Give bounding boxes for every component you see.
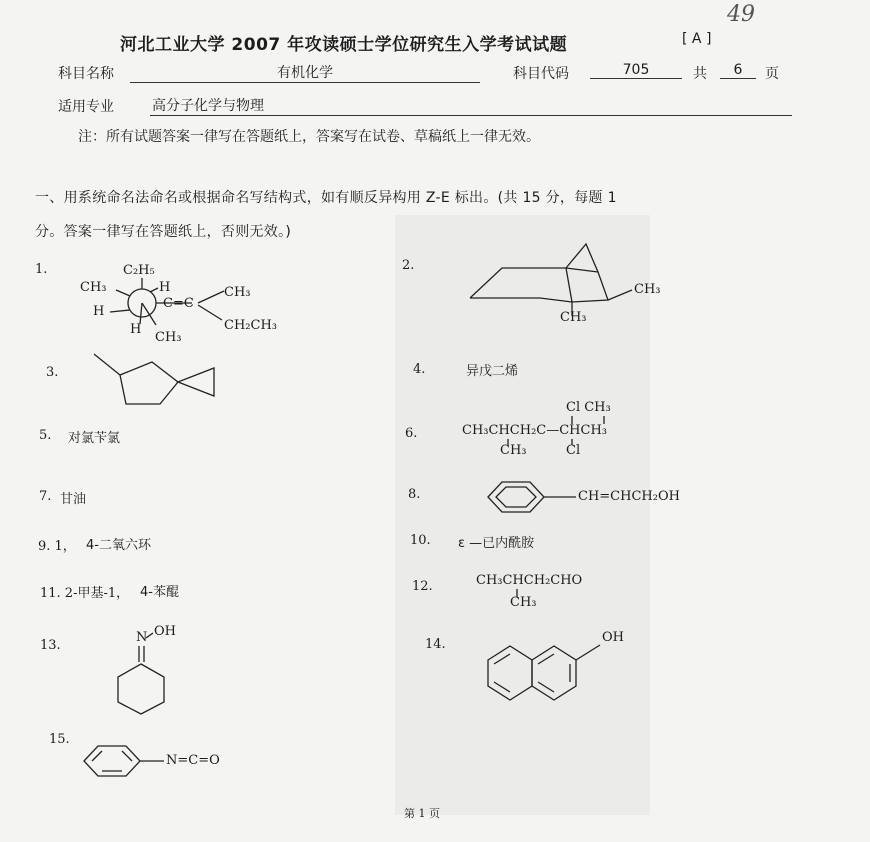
q7-text: 甘油 — [60, 492, 87, 507]
q12-main: CH₃CHCH₂CHO — [476, 573, 583, 588]
q9-number: 9. 1， — [38, 539, 76, 554]
code-label: 科目代码 — [513, 66, 569, 82]
pages-unit: 页 — [765, 66, 779, 82]
section1-line1: 一、用系统命名法命名或根据命名写结构式，如有顺反异构用 Z-E 标出。(共 15 分，每题 1 — [35, 190, 617, 206]
q13-n: N — [136, 630, 148, 645]
q1-ch3-right: CH₃ — [224, 285, 251, 300]
q8-chain: CH=CHCH₂OH — [578, 489, 680, 504]
q7-number: 7. — [39, 489, 52, 504]
major-label: 适用专业 — [58, 99, 114, 115]
handwritten-mark: 49 — [727, 2, 755, 27]
q12-bottom: CH₃ — [510, 595, 537, 610]
subject-label: 科目名称 — [58, 66, 114, 82]
exam-version: [ A ] — [682, 31, 712, 47]
q6-main: CH₃CHCH₂C—CHCH₃ — [462, 423, 607, 438]
q11-text: 4-苯醌 — [140, 585, 179, 600]
q1-ch3-bottom: CH₃ — [155, 330, 182, 345]
q1-ch3-left: CH₃ — [80, 280, 107, 295]
q1-ch2ch3: CH₂CH₃ — [224, 318, 277, 333]
q13-number: 13. — [40, 638, 61, 653]
q14-oh: OH — [602, 630, 624, 645]
q1-h-right: H — [159, 280, 171, 295]
total-label: 共 — [693, 66, 707, 82]
q5-text: 对氯苄氯 — [68, 431, 121, 446]
q6-top: Cl CH₃ — [566, 400, 611, 415]
notice: 注：所有试题答案一律写在答题纸上，答案写在试卷、草稿纸上一律无效。 — [78, 129, 540, 145]
q2-ch3-right: CH₃ — [634, 282, 661, 297]
q2-ch3-bottom: CH₃ — [560, 310, 587, 325]
q1-h-bottom: H — [130, 322, 142, 337]
q14-number: 14. — [425, 637, 446, 652]
q15-chain: N=C=O — [166, 753, 220, 768]
q1-h-left: H — [93, 304, 105, 319]
q11-number: 11. 2-甲基-1， — [40, 586, 130, 601]
q9-text: 4-二氧六环 — [86, 538, 151, 553]
q4-text: 异戊二烯 — [466, 364, 519, 379]
exam-title: 河北工业大学 2007 年攻读硕士学位研究生入学考试试题 — [120, 35, 568, 55]
major-value: 高分子化学与物理 — [150, 95, 792, 116]
q8-number: 8. — [408, 487, 421, 502]
q3-number: 3. — [46, 365, 59, 380]
q10-number: 10. — [410, 533, 431, 548]
q12-number: 12. — [412, 579, 433, 594]
q6-bottom-ch3: CH₃ — [500, 443, 527, 458]
code-value: 705 — [590, 62, 682, 79]
q2-number: 2. — [402, 258, 415, 273]
page-footer: 第 1 页 — [404, 807, 440, 820]
q15-number: 15. — [49, 732, 70, 747]
q4-number: 4. — [413, 362, 426, 377]
q6-bottom-cl: Cl — [566, 443, 581, 458]
q1-number: 1. — [35, 262, 48, 277]
q6-number: 6. — [405, 426, 418, 441]
section1-line2: 分。答案一律写在答题纸上，否则无效。) — [35, 224, 292, 240]
q1-c-eq-c: C=C — [163, 296, 194, 311]
q13-oh: OH — [154, 624, 176, 639]
q1-c2h5: C₂H₅ — [123, 263, 155, 278]
subject-value: 有机化学 — [130, 62, 480, 83]
pages-value: 6 — [720, 62, 756, 79]
q10-text: ε —已内酰胺 — [458, 536, 535, 551]
q5-number: 5. — [39, 428, 52, 443]
